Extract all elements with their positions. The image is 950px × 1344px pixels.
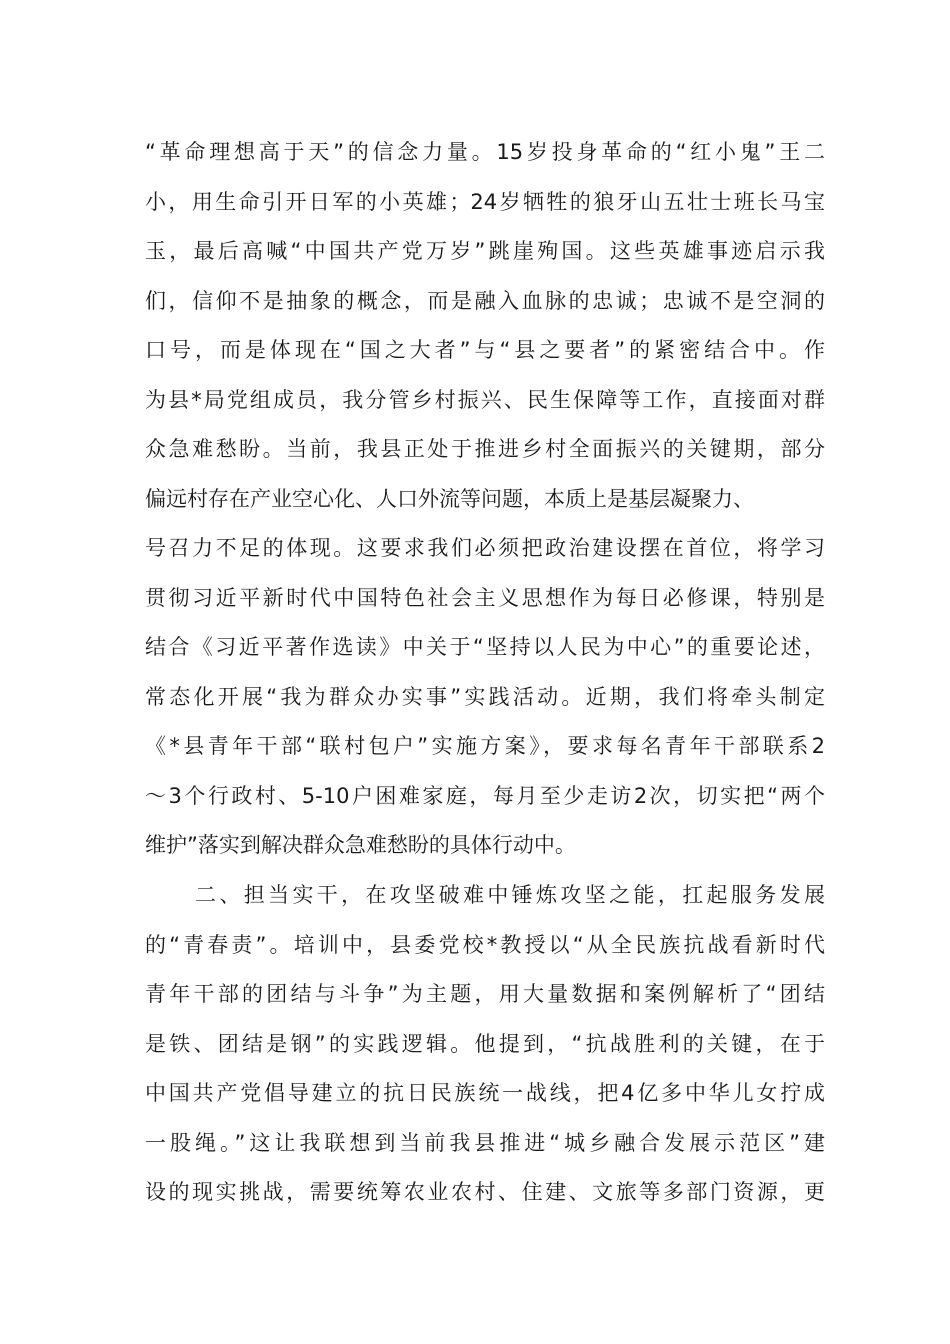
- paragraph-line: ～3个行政村、5-10户困难家庭，每月至少走访2次，切实把“两个: [145, 783, 825, 808]
- paragraph-line: 偏远村存在产业空心化、人口外流等问题，本质上是基层凝聚力、: [145, 486, 754, 511]
- paragraph-line: 维护”落实到解决群众急难愁盼的具体行动中。: [145, 833, 576, 857]
- paragraph-line: 是铁、团结是钢”的实践逻辑。他提到，“抗战胜利的关键，在于: [145, 1031, 825, 1056]
- paragraph-line: “革命理想高于天”的信念力量。15岁投身革命的“红小鬼”王二: [145, 140, 825, 164]
- paragraph-line: 设的现实挑战，需要统筹农业农村、住建、文旅等多部门资源，更: [145, 1180, 825, 1204]
- paragraph-line: 中国共产党倡导建立的抗日民族统一战线，把4亿多中华儿女拧成: [145, 1081, 825, 1105]
- paragraph-line: 《*县青年干部“联村包户”实施方案》，要求每名青年干部联系2: [145, 734, 825, 758]
- paragraph-line: 号召力不足的体现。这要求我们必须把政治建设摆在首位，将学习: [145, 536, 825, 560]
- paragraph-line: 口号，而是体现在“国之大者”与“县之要者”的紧密结合中。作: [145, 338, 825, 362]
- paragraph-line: 常态化开展“我为群众办实事”实践活动。近期，我们将牵头制定: [145, 684, 825, 709]
- paragraph-heading-line: 二、担当实干，在攻坚破难中锤炼攻坚之能，扛起服务发展: [195, 883, 825, 907]
- paragraph-line: 为县*局党组成员，我分管乡村振兴、民生保障等工作，直接面对群: [145, 387, 825, 412]
- paragraph-line: 贯彻习近平新时代中国特色社会主义思想作为每日必修课，特别是: [145, 585, 825, 610]
- paragraph-1: [145, 128, 825, 871]
- paragraph-line: 一股绳。”这让我联想到当前我县推进“城乡融合发展示范区”建: [145, 1130, 825, 1155]
- paragraph-line: 的“青春责”。培训中，县委党校*教授以“从全民族抗战看新时代: [145, 932, 825, 957]
- paragraph-line: 玉，最后高喊“中国共产党万岁”跳崖殉国。这些英雄事迹启示我: [145, 239, 825, 263]
- paragraph-2: [145, 871, 825, 1218]
- paragraph-line: 众急难愁盼。当前，我县正处于推进乡村全面振兴的关键期，部分: [145, 437, 825, 461]
- paragraph-line: 青年干部的团结与斗争”为主题，用大量数据和案例解析了“团结: [145, 982, 825, 1006]
- paragraph-line: 结合《习近平著作选读》中关于“坚持以人民为中心”的重要论述，: [145, 635, 825, 659]
- paragraph-line: 小，用生命引开日军的小英雄；24岁牺牲的狼牙山五壮士班长马宝: [145, 189, 825, 214]
- paragraph-line: 们，信仰不是抽象的概念，而是融入血脉的忠诚；忠诚不是空洞的: [145, 288, 825, 313]
